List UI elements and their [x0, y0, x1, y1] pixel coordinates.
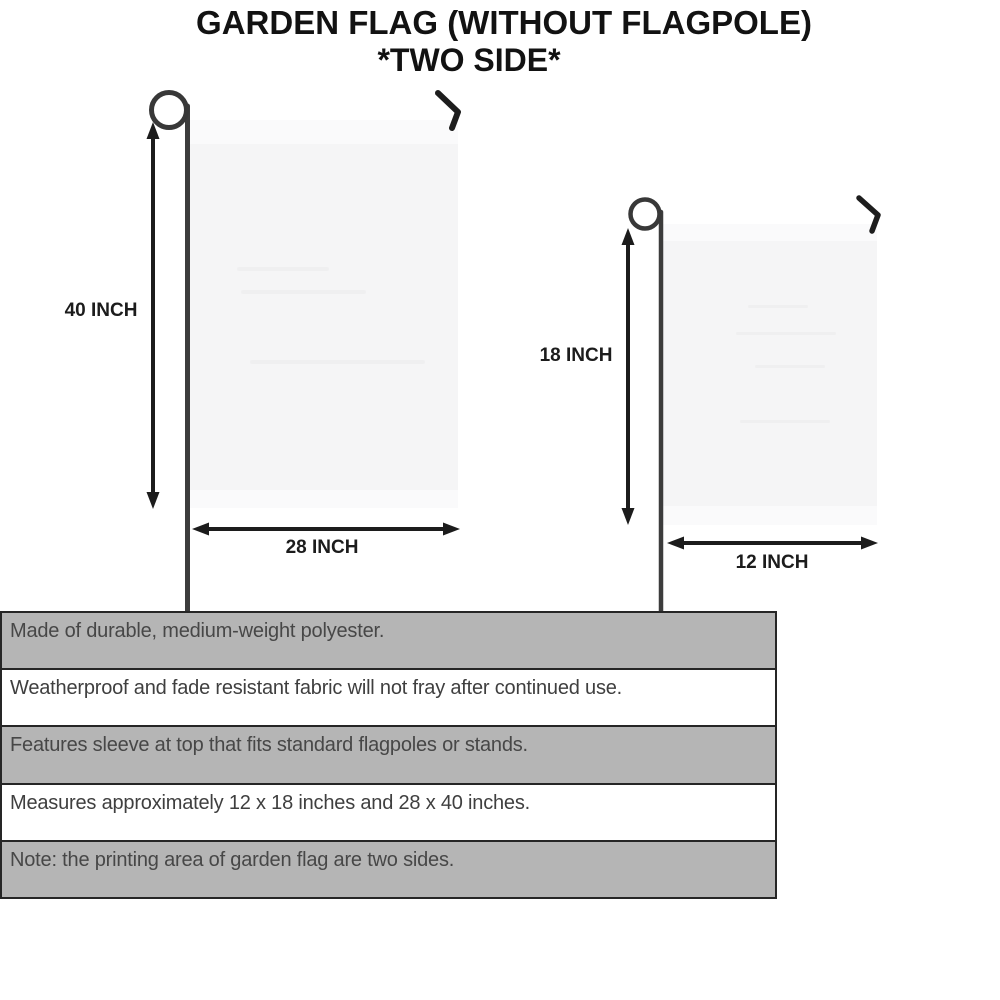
large-flag-fabric — [190, 120, 458, 508]
small-height-label: 18 INCH — [539, 345, 613, 366]
small-flag-bottom-hem — [663, 506, 877, 525]
feature-row-weatherproof — [2, 668, 775, 725]
page-title: GARDEN FLAG (WITHOUT FLAGPOLE) — [196, 4, 812, 41]
small-flag-sleeve — [663, 224, 877, 241]
feature-row-material — [2, 613, 775, 668]
feature-list — [0, 611, 777, 899]
small-width-dimension — [667, 537, 878, 574]
large-width-label: 28 INCH — [285, 537, 359, 558]
small-flag-fold-line — [736, 332, 836, 335]
small-flagpole-loop-icon — [631, 200, 660, 229]
large-flag-fold-line — [250, 360, 425, 364]
small-width-label: 12 INCH — [735, 552, 809, 573]
feature-text: Features sleeve at top that fits standard flagpoles or stands. — [10, 734, 528, 757]
feature-row-measures — [2, 783, 775, 840]
large-height-label: 40 INCH — [64, 300, 138, 321]
small-flag-fold-line — [755, 365, 825, 368]
small-flag-fabric — [663, 224, 877, 525]
feature-text: Note: the printing area of garden flag are two sides. — [10, 848, 455, 871]
large-flag-group — [65, 93, 460, 612]
large-flag-bottom-hem — [190, 490, 458, 508]
large-flag-sleeve — [190, 120, 458, 144]
small-height-dimension — [540, 228, 635, 525]
small-flag-group — [540, 198, 878, 611]
feature-text: Made of durable, medium-weight polyester. — [10, 620, 385, 642]
feature-text: Weatherproof and fade resistant fabric will not fray after continued use. — [10, 677, 623, 700]
page-subtitle: *TWO SIDE* — [377, 41, 561, 78]
small-flag-fold-line — [740, 420, 830, 423]
large-flag-fold-line — [241, 290, 366, 294]
feature-row-sleeve — [2, 725, 775, 782]
large-height-dimension — [65, 122, 160, 509]
small-flag-fold-line — [748, 305, 808, 308]
large-flagpole-loop-icon — [152, 93, 187, 128]
feature-row-note — [2, 840, 775, 897]
feature-text: Measures approximately 12 x 18 inches and 28 x 40 inches. — [10, 791, 531, 814]
large-flag-fold-line — [237, 267, 329, 271]
large-width-dimension — [192, 523, 460, 559]
